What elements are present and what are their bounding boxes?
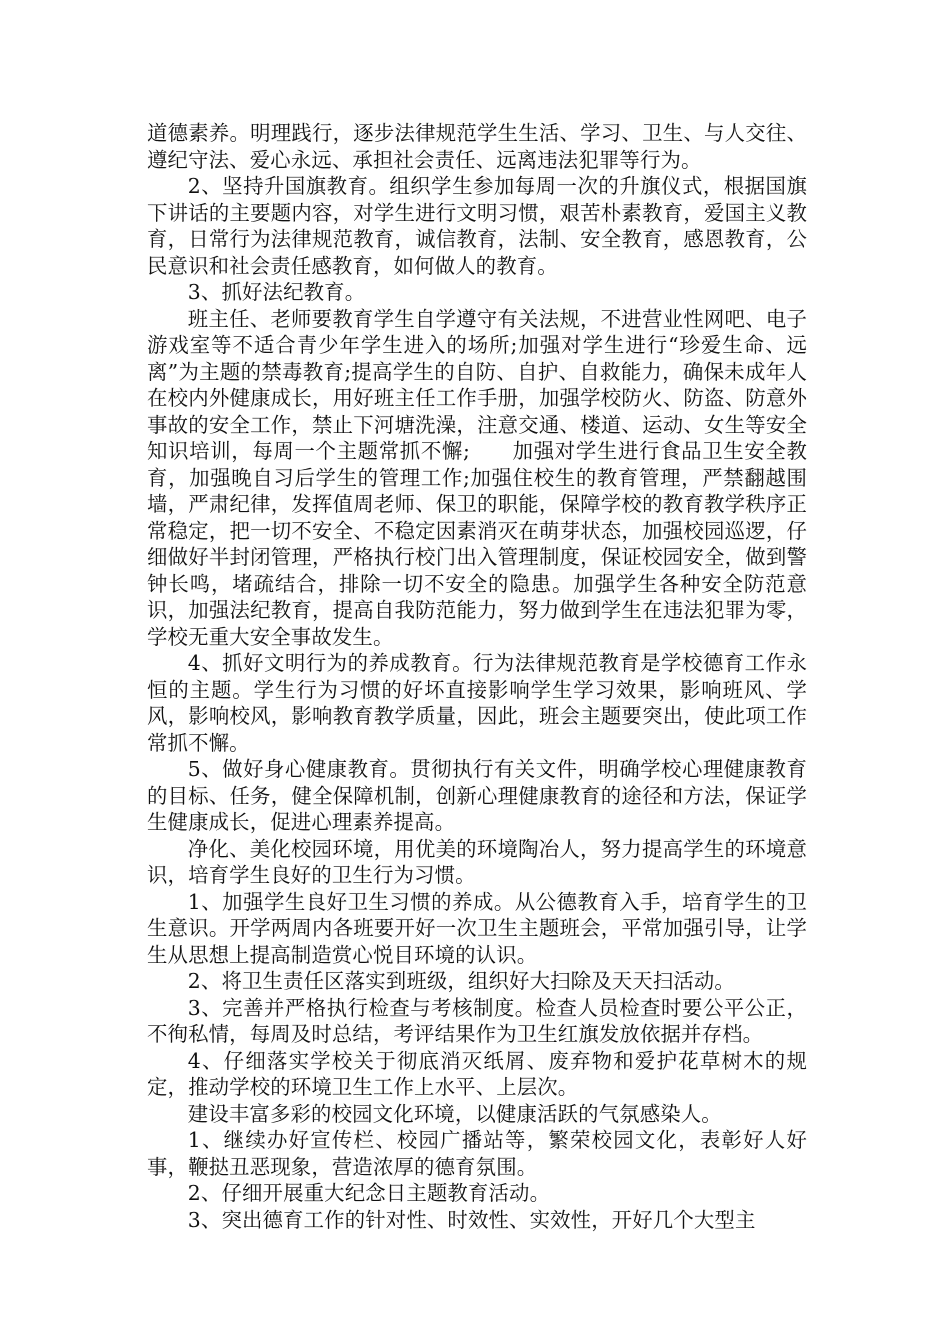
paragraph: 1、继续办好宣传栏、校园广播站等，繁荣校园文化，表彰好人好事，鞭挞丑恶现象，营造浓厚的德育氛围。	[147, 1128, 807, 1179]
paragraph: 5、做好身心健康教育。贯彻执行有关文件，明确学校心理健康教育的目标、任务，健全保障机制，创新心理健康教育的途径和方法，保证学生健康成长，促进心理素养提高。	[147, 757, 807, 834]
paragraph: 3、完善并严格执行检查与考核制度。检查人员检查时要公平公正，不徇私情，每周及时总结，考评结果作为卫生红旗发放依据并存档。	[147, 995, 807, 1046]
paragraph: 2、将卫生责任区落实到班级，组织好大扫除及天天扫活动。	[187, 969, 735, 993]
paragraph: 建设丰富多彩的校园文化环境，以健康活跃的气氛感染人。	[187, 1101, 722, 1126]
paragraph: 道德素养。明理践行，逐步法律规范学生生活、学习、卫生、与人交往、遵纪守法、爱心永远、承担社会责任、远离违法犯罪等行为。	[147, 121, 807, 172]
paragraph: 4、抓好文明行为的养成教育。行为法律规范教育是学校德育工作永恒的主题。学生行为习惯的好坏直接影响学生学习效果，影响班风、学风，影响校风，影响教育教学质量，因此，班会主题要突出，使此项工作常抓不懈。	[147, 651, 807, 755]
paragraph: 4、仔细落实学校关于彻底消灭纸屑、废弃物和爱护花草树木的规定，推动学校的环境卫生工作上水平、上层次。	[147, 1048, 807, 1099]
paragraph: 班主任、老师要教育学生自学遵守有关法规，不进营业性网吧、电子游戏室等不适合青少年学生进入的场所;加强对学生进行“珍爱生命、远离”为主题的禁毒教育;提高学生的自防、自护、自救能力，确保未成年人在校内外健康成长，用好班主任工作手册，加强学校防火、防盗、防意外事故的安全工作，禁止下河塘洗澡，注意交通、楼道、运动、女生等安全知识培训，每周一个主题常抓不懈; 加强对学生进行食品卫生安全教育，加强晚自习后学生的管理工作;加强住校生的教育管理，严禁翻越围墙，严肃纪律，发挥值周老师、保卫的职能，保障学校的教育教学秩序正常稳定，把一切不安全、不稳定因素消灭在萌芽状态，加强校园巡逻，仔细做好半封闭管理，严格执行校门出入管理制度，保证校园安全，做到警钟长鸣，堵疏结合，排除一切不安全的隐患。加强学生各种安全防范意识，加强法纪教育，提高自我防范能力，努力做到学生在违法犯罪为零，学校无重大安全事故发生。	[147, 306, 807, 649]
paragraph: 2、仔细开展重大纪念日主题教育活动。	[187, 1181, 551, 1205]
document-page	[147, 120, 807, 1233]
paragraph: 3、抓好法纪教育。	[187, 280, 366, 304]
paragraph: 净化、美化校园环境，用优美的环境陶冶人，努力提高学生的环境意识，培育学生良好的卫生行为习惯。	[147, 836, 807, 887]
paragraph: 3、突出德育工作的针对性、时效性、实效性，开好几个大型主	[187, 1207, 756, 1232]
paragraph: 2、坚持升国旗教育。组织学生参加每周一次的升旗仪式，根据国旗下讲话的主要题内容，对学生进行文明习惯，艰苦朴素教育，爱国主义教育，日常行为法律规范教育，诚信教育，法制、安全教育，感恩教育，公民意识和社会责任感教育，如何做人的教育。	[147, 174, 807, 278]
paragraph: 1、加强学生良好卫生习惯的养成。从公德教育入手，培育学生的卫生意识。开学两周内各班要开好一次卫生主题班会，平常加强引导，让学生从思想上提高制造赏心悦目环境的认识。	[147, 889, 807, 967]
